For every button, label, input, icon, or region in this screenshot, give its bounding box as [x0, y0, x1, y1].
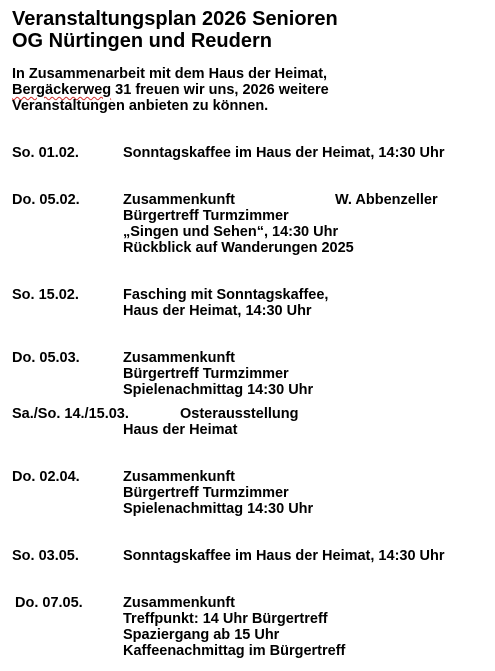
intro-line-rest: 31 freuen wir uns, 2026 weitere: [111, 82, 329, 98]
spellcheck-marked-word: Bergäckerweg: [12, 82, 112, 98]
event-line: Sonntagskaffee im Haus der Heimat, 14:30 Uhr: [123, 145, 445, 161]
event-line: Bürgertreff Turmzimmer: [123, 485, 289, 501]
intro-line: [12, 82, 482, 98]
event-date: Do. 02.04.: [12, 469, 80, 485]
event-line: Bürgertreff Turmzimmer: [123, 366, 289, 382]
event-line: Osterausstellung: [180, 406, 299, 422]
event-line: Haus der Heimat, 14:30 Uhr: [123, 303, 312, 319]
event-line: Fasching mit Sonntagskaffee,: [123, 287, 329, 303]
intro-paragraph: [12, 66, 482, 114]
event-line: Kaffeenachmittag im Bürgertreff: [123, 643, 346, 659]
page-title: Veranstaltungsplan 2026 Senioren: [12, 8, 338, 30]
event-date: Do. 05.02.: [12, 192, 80, 208]
intro-line: In Zusammenarbeit mit dem Haus der Heimat,: [12, 66, 328, 82]
event-date: Do. 07.05.: [15, 595, 83, 611]
event-date: So. 03.05.: [12, 548, 79, 564]
event-line: Spielenachmittag 14:30 Uhr: [123, 382, 314, 398]
event-line: Treffpunkt: 14 Uhr Bürgertreff: [123, 611, 328, 627]
event-line: Spaziergang ab 15 Uhr: [123, 627, 280, 643]
event-line: Rückblick auf Wanderungen 2025: [123, 240, 354, 256]
page-subtitle: OG Nürtingen und Reudern: [12, 30, 272, 52]
event-line: „Singen und Sehen“, 14:30 Uhr: [123, 224, 339, 240]
event-date: Sa./So. 14./15.03.: [12, 406, 129, 422]
event-line: Spielenachmittag 14:30 Uhr: [123, 501, 314, 517]
event-line: Zusammenkunft: [123, 192, 235, 208]
event-line: Haus der Heimat: [123, 422, 238, 438]
event-line: Bürgertreff Turmzimmer: [123, 208, 289, 224]
event-line: Zusammenkunft: [123, 595, 235, 611]
event-line: Zusammenkunft: [123, 469, 235, 485]
event-contact: W. Abbenzeller: [335, 192, 438, 208]
event-date: So. 15.02.: [12, 287, 79, 303]
event-date: So. 01.02.: [12, 145, 79, 161]
event-line: Sonntagskaffee im Haus der Heimat, 14:30 Uhr: [123, 548, 445, 564]
intro-line: Veranstaltungen anbieten zu können.: [12, 98, 269, 114]
event-date: Do. 05.03.: [12, 350, 80, 366]
event-line: Zusammenkunft: [123, 350, 235, 366]
